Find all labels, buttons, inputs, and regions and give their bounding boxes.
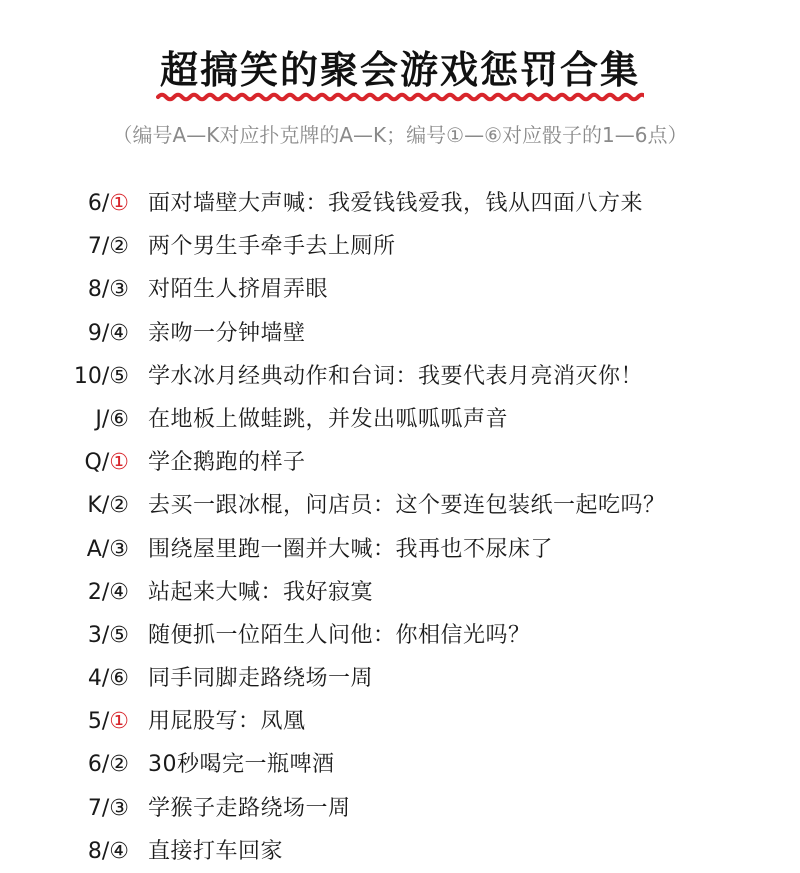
punishment-text: 面对墙壁大声喊：我爱钱钱爱我，钱从四面八方来 [148, 191, 644, 216]
item-code [88, 743, 129, 786]
list-item [0, 700, 800, 743]
list-item [0, 484, 800, 527]
item-code [74, 355, 129, 398]
card-number: 4/ [87, 666, 110, 692]
item-code [88, 571, 129, 614]
die-number: ② [109, 493, 129, 519]
die-number: ③ [109, 536, 129, 562]
list-item [0, 657, 800, 700]
list-item [0, 355, 800, 398]
list-item [0, 571, 800, 614]
die-number: ④ [109, 579, 129, 605]
page-title: 超搞笑的聚会游戏惩罚合集 [159, 48, 640, 92]
list-item [0, 182, 800, 225]
punishment-list [0, 182, 800, 873]
item-code [88, 225, 129, 268]
punishment-text: 学水冰月经典动作和台词：我要代表月亮消灭你！ [148, 363, 644, 389]
list-item [0, 398, 800, 441]
die-number: ① [109, 191, 129, 216]
item-code [87, 528, 129, 571]
punishment-text: 用屁股写：凤凰 [148, 709, 306, 735]
card-number: 9/ [87, 320, 110, 346]
die-number: ④ [109, 838, 129, 864]
die-number: ③ [109, 795, 129, 821]
card-number: Q/ [84, 450, 110, 476]
card-number: K/ [87, 493, 110, 519]
punishment-text: 随便抓一位陌生人问他：你相信光吗？ [148, 622, 531, 648]
punishment-text: 站起来大喊：我好寂寞 [148, 579, 374, 605]
die-number: ① [109, 450, 129, 476]
card-number: 8/ [87, 277, 110, 303]
item-code [88, 614, 129, 657]
punishment-text: 30秒喝完一瓶啤酒 [148, 752, 335, 778]
card-number: 6/ [87, 752, 110, 778]
card-number: 5/ [87, 709, 110, 735]
list-item [0, 614, 800, 657]
list-item [0, 528, 800, 571]
card-number: 2/ [87, 579, 110, 605]
list-item [0, 441, 800, 484]
list-item [0, 743, 800, 786]
die-number: ② [109, 752, 129, 778]
punishment-text: 两个男生手牵手去上厕所 [148, 234, 396, 260]
card-number: A/ [86, 536, 110, 562]
punishment-text: 在地板上做蛙跳，并发出呱呱呱声音 [148, 406, 509, 432]
punishment-text: 同手同脚走路绕场一周 [148, 666, 374, 692]
die-number: ② [109, 234, 129, 260]
card-number: 8/ [87, 838, 110, 864]
card-number: J/ [95, 406, 110, 432]
list-item [0, 830, 800, 873]
die-number: ⑥ [109, 406, 129, 432]
list-item [0, 225, 800, 268]
item-code [95, 398, 129, 441]
punishment-text: 去买一跟冰棍，问店员：这个要连包装纸一起吃吗？ [148, 493, 666, 519]
wavy-underline-decoration [156, 90, 644, 104]
list-item [0, 787, 800, 830]
die-number: ① [109, 709, 129, 735]
punishment-text: 学企鹅跑的样子 [148, 450, 306, 476]
punishment-text: 直接打车回家 [148, 838, 284, 864]
subtitle-note: （编号A—K对应扑克牌的A—K；编号①—⑥对应骰子的1—6点） [112, 123, 688, 147]
item-code [88, 268, 129, 311]
item-code [88, 830, 129, 873]
die-number: ⑥ [109, 666, 129, 692]
die-number: ④ [109, 320, 129, 346]
punishment-text: 围绕屋里跑一圈并大喊：我再也不尿床了 [148, 536, 554, 562]
item-code [87, 484, 129, 527]
die-number: ③ [109, 277, 129, 303]
punishment-text: 学猴子走路绕场一周 [148, 795, 351, 821]
punishment-text: 对陌生人挤眉弄眼 [148, 277, 329, 303]
card-number: 6/ [87, 191, 110, 216]
item-code [88, 787, 129, 830]
item-code [88, 700, 129, 743]
item-code [88, 182, 129, 225]
die-number: ⑤ [109, 622, 129, 648]
list-item [0, 312, 800, 355]
card-number: 7/ [87, 234, 110, 260]
die-number: ⑤ [109, 363, 129, 389]
item-code [88, 312, 129, 355]
card-number: 3/ [87, 622, 110, 648]
punishment-text: 亲吻一分钟墙壁 [148, 320, 306, 346]
card-number: 7/ [87, 795, 110, 821]
list-item [0, 268, 800, 311]
item-code [85, 441, 129, 484]
item-code [88, 657, 129, 700]
card-number: 10/ [73, 363, 110, 389]
